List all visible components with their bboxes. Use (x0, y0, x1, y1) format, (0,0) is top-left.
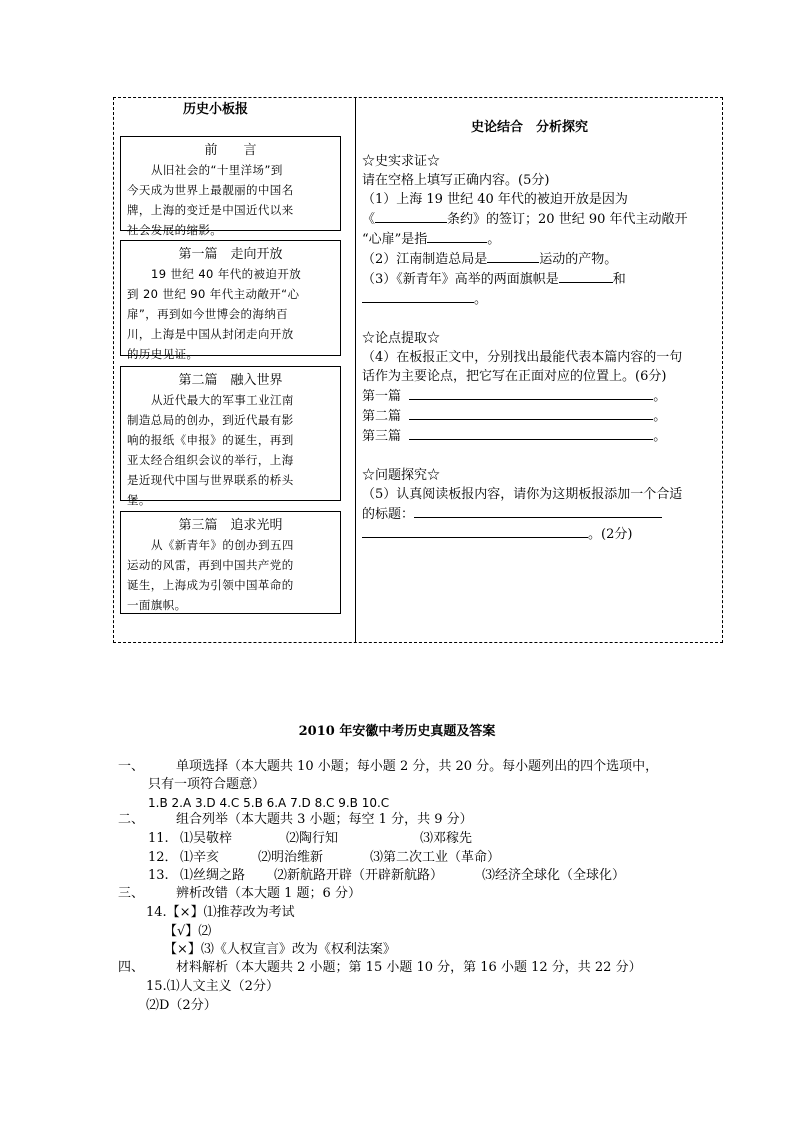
q13-answer-c: ⑶经济全球化（全球化） (482, 868, 626, 883)
q11-answer-c: ⑶邓稼先 (420, 831, 473, 846)
q12-answer-b: ⑵明治维新 (258, 850, 324, 865)
chapter1-line: 扉”，再到如今世博会的海纳百 (127, 307, 289, 321)
section-argument-title: ☆论点提取☆ (362, 331, 441, 346)
question-5-line-c (362, 524, 717, 544)
chapter3-line: 从《新青年》的创办到五四 (151, 538, 294, 552)
q11-answer-a: ⑴吴敬梓 (180, 831, 233, 846)
preface-body (127, 160, 334, 240)
chapter1-body (127, 264, 334, 364)
q13-answer-a: ⑴丝绸之路 (180, 868, 246, 883)
chapter3-body (127, 535, 334, 615)
question-3-period: 。 (474, 292, 488, 307)
preface-line: 牌，上海的变迁是中国近代以来 (127, 203, 294, 217)
chapter3-line: 诞生，上海成为引领中国革命的 (127, 578, 294, 592)
chapter2-line: 亚太经合组织会议的举行，上海 (127, 453, 294, 467)
sec4-heading: 材料解析（本大题共 2 小题；第 15 小题 10 分，第 16 小题 12 分，共 22 分） (176, 960, 642, 975)
question-3-text: （3）《新青年》高举的两面旗帜是 (362, 272, 559, 287)
question-1-line-c (362, 229, 717, 249)
question-2 (362, 249, 717, 269)
preface-line: 今天成为世界上最靓丽的中国名 (127, 183, 294, 197)
argument-label-3: 第三篇 (362, 429, 402, 444)
argument-row-2 (362, 406, 717, 426)
chapter1-line: 到 20 世纪 90 年代主动敞开“心 (127, 287, 300, 301)
chapter2-line: 从近代最大的军事工业江南 (151, 393, 294, 407)
q12-answer-a: ⑴辛亥 (180, 850, 220, 865)
section-fact-check-intro: 请在空格上填写正确内容。(5分) (362, 173, 550, 188)
board-divider (355, 97, 356, 643)
question-1-treaty-text: 条约》的签订；20 世纪 90 年代主动敞开 (447, 212, 688, 227)
question-5-points: 。(2分) (588, 527, 633, 542)
chapter2-line: 堡。 (127, 493, 151, 507)
preface-line: 社会发展的缩影。 (127, 223, 223, 237)
question-2-end: 运动的产物。 (539, 252, 618, 267)
sec3-heading: 辨析改错（本大题 1 题；6 分） (176, 886, 361, 901)
question-5-line-a: （5）认真阅读板报内容，请你为这期板报添加一个合适 (362, 487, 683, 502)
chapter2-line: 响的报纸《申报》的诞生，再到 (127, 433, 294, 447)
preface-box (120, 136, 341, 237)
argument-blank-3[interactable] (409, 426, 653, 440)
question-1-heart-text: “心扉”是指 (362, 232, 428, 247)
q11-answer-b: ⑵陶行知 (286, 831, 339, 846)
chapter1-line: 19 世纪 40 年代的被迫开放 (151, 267, 302, 281)
sec2-number: 二、 (118, 812, 145, 827)
chapter1-line: 川，上海是中国从封闭走向开放 (127, 327, 294, 341)
sec4-number: 四、 (118, 960, 145, 975)
banner-blank-2[interactable] (362, 289, 474, 303)
argument-blank-1[interactable] (409, 386, 653, 400)
question-4-line-a: （4）在板报正文中，分别找出最能代表本篇内容的一句 (362, 350, 683, 365)
question-1-line-a: （1）上海 19 世纪 40 年代的被迫开放是因为 (362, 192, 628, 207)
sec2-heading: 组合列举（本大题共 3 小题；每空 1 分，共 9 分） (176, 812, 473, 827)
question-5-label: 的标题： (362, 507, 415, 522)
treaty-blank[interactable] (375, 209, 447, 223)
title-blank-2[interactable] (362, 524, 588, 538)
argument-row-3 (362, 426, 717, 446)
question-3-and: 和 (612, 272, 626, 287)
chapter3-line: 运动的风雷，再到中国共产党的 (127, 558, 294, 572)
argument-period-3: 。 (653, 429, 667, 444)
board-left-title: 历史小板报 (183, 102, 249, 117)
question-1-period: 。 (487, 232, 501, 247)
q14-answer-c: 【×】⑶《人权宣言》改为《权利法案》 (164, 942, 396, 957)
q11-number: 11. (148, 831, 169, 846)
chapter2-body (127, 390, 334, 510)
chapter1-line: 的历史见证。 (127, 347, 199, 361)
sec3-number: 三、 (118, 886, 145, 901)
chapter2-heading: 第二篇 融入世界 (178, 373, 283, 388)
argument-row-1 (362, 386, 717, 406)
chapter2-line: 制造总局的创办，到近代最有影 (127, 413, 294, 427)
argument-period-1: 。 (653, 389, 667, 404)
q12-number: 12． (148, 850, 178, 865)
chapter3-heading: 第三篇 追求光明 (178, 518, 283, 533)
q14-answer-a: 14.【×】⑴推荐改为考试 (146, 905, 295, 920)
section-inquiry-title: ☆问题探究☆ (362, 468, 441, 483)
title-blank-1[interactable] (414, 504, 662, 518)
chapter3-box (120, 511, 341, 614)
argument-period-2: 。 (653, 409, 667, 424)
sec1-answers: 1.B 2.A 3.D 4.C 5.B 6.A 7.D 8.C 9.B 10.C (148, 796, 390, 810)
heart-blank[interactable] (427, 229, 487, 243)
q15-answer-a: 15.⑴人文主义（2分） (146, 979, 279, 994)
chapter1-heading: 第一篇 走向开放 (178, 247, 283, 262)
question-5-line-b (362, 504, 717, 524)
chapter2-box (120, 366, 341, 507)
movement-blank[interactable] (487, 249, 539, 263)
question-1-line-b (362, 209, 717, 229)
question-2-text: （2）江南制造总局是 (362, 252, 488, 267)
q13-number: 13. (148, 868, 169, 883)
question-3-line-b (362, 289, 717, 309)
question-3-line-a (362, 269, 717, 289)
sec1-heading: 单项选择（本大题共 10 小题；每小题 2 分，共 20 分。每小题列出的四个选项中， (176, 759, 659, 774)
question-4-line-b: 话作为主要论点，把它写在正面对应的位置上。(6分) (362, 369, 667, 384)
section-fact-check-title: ☆史实求证☆ (362, 154, 441, 169)
chapter2-line: 是近现代中国与世界联系的桥头 (127, 473, 294, 487)
preface-line: 从旧社会的“十里洋场”到 (151, 163, 283, 177)
sec1-heading-cont: 只有一项符合题意） (148, 777, 266, 792)
chapter1-box (120, 240, 341, 361)
right-column (362, 152, 717, 544)
q15-answer-b: ⑵D（2分） (146, 998, 217, 1013)
board-right-title: 史论结合 分析探究 (471, 120, 589, 135)
q13-answer-b: ⑵新航路开辟（开辟新航路） (274, 868, 444, 883)
banner-blank-1[interactable] (559, 269, 613, 283)
preface-heading: 前 言 (204, 143, 257, 158)
argument-blank-2[interactable] (409, 406, 653, 420)
argument-label-1: 第一篇 (362, 389, 402, 404)
q14-answer-b: 【√】⑵ (164, 924, 212, 939)
answers-title: 2010 年安徽中考历史真题及答案 (298, 724, 496, 739)
chapter3-line: 一面旗帜。 (127, 598, 187, 612)
argument-label-2: 第二篇 (362, 409, 402, 424)
sec1-number: 一、 (118, 759, 145, 774)
question-1-open-bracket: 《 (362, 212, 376, 227)
q12-answer-c: ⑶第二次工业（革命） (370, 850, 501, 865)
